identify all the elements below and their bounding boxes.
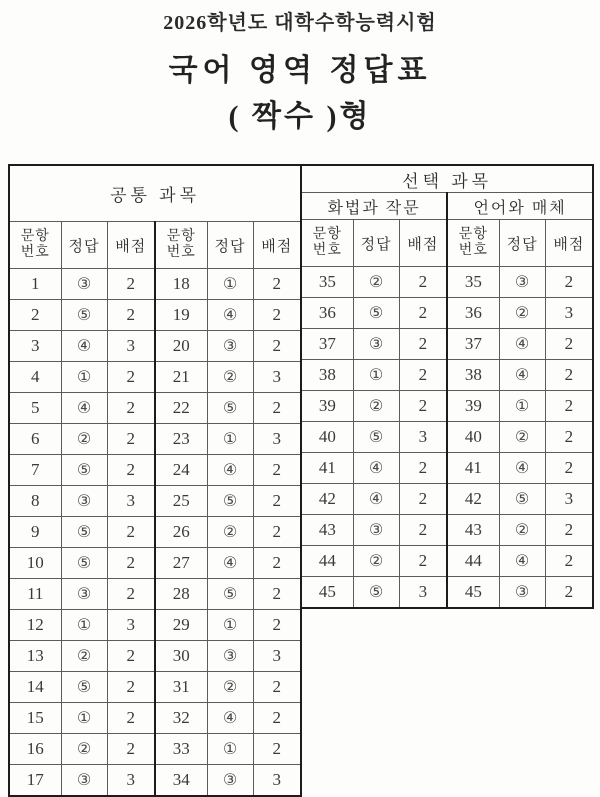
table-row (301, 329, 593, 360)
points-cell: 3 (107, 486, 155, 517)
question-number-cell: 30 (155, 641, 207, 672)
answer-header: 정답 (353, 220, 399, 267)
question-number-cell: 41 (447, 453, 499, 484)
table-row (9, 486, 301, 517)
question-number-cell: 1 (9, 269, 61, 300)
question-number-header (155, 222, 207, 269)
table-row (301, 546, 593, 577)
points-cell: 2 (545, 329, 593, 360)
question-number-cell: 8 (9, 486, 61, 517)
points-cell: 3 (253, 424, 301, 455)
question-number-cell: 36 (301, 298, 353, 329)
points-cell: 2 (545, 577, 593, 609)
table-row (9, 300, 301, 331)
points-cell: 3 (253, 362, 301, 393)
table-row (9, 424, 301, 455)
points-cell: 2 (253, 486, 301, 517)
question-number-header-line1: 문항 (166, 228, 196, 244)
question-number-cell: 27 (155, 548, 207, 579)
answer-cell: ③ (353, 515, 399, 546)
question-number-cell: 34 (155, 765, 207, 797)
answer-tables (8, 164, 600, 797)
question-number-header-line2: 번호 (458, 243, 488, 258)
points-cell: 3 (107, 765, 155, 797)
answer-cell: ⑤ (353, 298, 399, 329)
answer-cell: ① (207, 424, 253, 455)
common-section-header: 공통 과목 (9, 165, 301, 222)
exam-title: 2026학년도 대학수학능력시험 (163, 12, 437, 34)
elective-column-header-row (301, 220, 593, 267)
answer-cell: ④ (499, 360, 545, 391)
points-cell: 2 (399, 267, 447, 298)
question-number-cell: 16 (9, 734, 61, 765)
points-cell: 2 (253, 703, 301, 734)
answer-cell: ④ (207, 300, 253, 331)
speech-writing-header: 화법과 작문 (301, 193, 447, 220)
question-number-header (9, 222, 61, 269)
question-number-cell: 32 (155, 703, 207, 734)
points-cell: 2 (399, 515, 447, 546)
sheet-title: 국어 영역 정답표 (168, 54, 432, 87)
question-number-header-line1: 문항 (20, 228, 50, 244)
answer-cell: ② (353, 267, 399, 298)
points-cell: 2 (107, 703, 155, 734)
points-cell: 2 (253, 331, 301, 362)
points-cell: 3 (545, 484, 593, 515)
points-cell: 2 (107, 641, 155, 672)
table-row (9, 517, 301, 548)
language-media-header: 언어와 매체 (447, 193, 593, 220)
points-cell: 2 (399, 329, 447, 360)
answer-cell: ① (207, 734, 253, 765)
points-cell: 3 (545, 298, 593, 329)
answer-cell: ④ (353, 484, 399, 515)
answer-cell: ② (61, 424, 107, 455)
points-cell: 2 (107, 455, 155, 486)
points-cell: 2 (253, 517, 301, 548)
answer-cell: ⑤ (499, 484, 545, 515)
question-number-cell: 18 (155, 269, 207, 300)
points-cell: 2 (399, 546, 447, 577)
points-cell: 2 (545, 360, 593, 391)
answer-cell: ⑤ (61, 300, 107, 331)
question-number-cell: 7 (9, 455, 61, 486)
answer-cell: ② (61, 641, 107, 672)
answer-cell: ② (61, 734, 107, 765)
question-number-cell: 40 (447, 422, 499, 453)
question-number-cell: 41 (301, 453, 353, 484)
question-number-cell: 12 (9, 610, 61, 641)
points-cell: 2 (107, 548, 155, 579)
answer-cell: ② (499, 422, 545, 453)
points-cell: 2 (399, 484, 447, 515)
points-cell: 2 (107, 734, 155, 765)
answer-cell: ③ (61, 269, 107, 300)
question-number-cell: 9 (9, 517, 61, 548)
question-number-cell: 19 (155, 300, 207, 331)
question-number-cell: 38 (447, 360, 499, 391)
answer-cell: ④ (499, 329, 545, 360)
points-cell: 3 (399, 422, 447, 453)
points-cell: 2 (545, 267, 593, 298)
question-number-cell: 13 (9, 641, 61, 672)
question-number-cell: 17 (9, 765, 61, 797)
table-row (301, 515, 593, 546)
question-number-cell: 38 (301, 360, 353, 391)
points-cell: 2 (107, 269, 155, 300)
points-cell: 2 (107, 424, 155, 455)
table-row (9, 548, 301, 579)
answer-cell: ③ (353, 329, 399, 360)
elective-table-body (301, 267, 593, 609)
answer-header: 정답 (207, 222, 253, 269)
elective-subsection-row (301, 193, 593, 220)
answer-cell: ③ (61, 486, 107, 517)
question-number-cell: 43 (301, 515, 353, 546)
answer-header: 정답 (61, 222, 107, 269)
question-number-cell: 42 (301, 484, 353, 515)
answer-cell: ⑤ (61, 548, 107, 579)
answer-cell: ⑤ (61, 672, 107, 703)
common-section-row (9, 165, 301, 222)
answer-cell: ④ (499, 546, 545, 577)
answer-header: 정답 (499, 220, 545, 267)
question-number-cell: 39 (301, 391, 353, 422)
question-number-cell: 45 (447, 577, 499, 609)
answer-cell: ③ (207, 641, 253, 672)
question-number-cell: 23 (155, 424, 207, 455)
answer-cell: ⑤ (61, 517, 107, 548)
table-row (9, 331, 301, 362)
table-row (301, 360, 593, 391)
answer-cell: ① (207, 610, 253, 641)
answer-cell: ② (207, 672, 253, 703)
elective-section-row (301, 165, 593, 193)
question-number-cell: 33 (155, 734, 207, 765)
answer-cell: ⑤ (61, 455, 107, 486)
points-header: 배점 (545, 220, 593, 267)
question-number-cell: 37 (447, 329, 499, 360)
points-cell: 2 (253, 579, 301, 610)
table-row (9, 610, 301, 641)
question-number-cell: 21 (155, 362, 207, 393)
answer-cell: ① (61, 362, 107, 393)
question-number-header-line2: 번호 (166, 245, 196, 260)
points-cell: 2 (253, 734, 301, 765)
table-row (301, 453, 593, 484)
points-header: 배점 (399, 220, 447, 267)
points-cell: 2 (399, 453, 447, 484)
table-row (9, 703, 301, 734)
points-cell: 2 (253, 300, 301, 331)
common-subjects-table (8, 164, 302, 797)
question-number-cell: 28 (155, 579, 207, 610)
answer-cell: ② (207, 362, 253, 393)
points-cell: 2 (107, 362, 155, 393)
table-row (9, 579, 301, 610)
question-number-cell: 4 (9, 362, 61, 393)
answer-cell: ③ (207, 331, 253, 362)
answer-cell: ④ (61, 393, 107, 424)
question-number-header-line1: 문항 (458, 226, 488, 242)
table-row (9, 765, 301, 797)
points-cell: 3 (107, 610, 155, 641)
table-row (301, 267, 593, 298)
points-cell: 2 (545, 453, 593, 484)
answer-cell: ① (61, 703, 107, 734)
points-cell: 2 (545, 515, 593, 546)
question-number-cell: 45 (301, 577, 353, 609)
answer-cell: ③ (61, 579, 107, 610)
answer-cell: ⑤ (207, 579, 253, 610)
points-cell: 2 (399, 298, 447, 329)
table-row (9, 672, 301, 703)
question-number-header-line1: 문항 (312, 226, 342, 242)
question-number-cell: 2 (9, 300, 61, 331)
question-number-cell: 14 (9, 672, 61, 703)
points-cell: 2 (107, 300, 155, 331)
answer-cell: ④ (207, 455, 253, 486)
points-cell: 2 (399, 360, 447, 391)
question-number-cell: 35 (447, 267, 499, 298)
elective-subjects-table (300, 164, 594, 609)
points-cell: 3 (253, 765, 301, 797)
points-header: 배점 (253, 222, 301, 269)
answer-cell: ② (353, 546, 399, 577)
answer-cell: ⑤ (353, 422, 399, 453)
question-number-cell: 44 (301, 546, 353, 577)
answer-cell: ④ (61, 331, 107, 362)
points-cell: 2 (107, 579, 155, 610)
answer-cell: ② (499, 298, 545, 329)
question-number-cell: 39 (447, 391, 499, 422)
question-number-cell: 11 (9, 579, 61, 610)
table-row (301, 298, 593, 329)
question-number-cell: 22 (155, 393, 207, 424)
answer-cell: ③ (499, 267, 545, 298)
table-row (9, 455, 301, 486)
question-number-cell: 31 (155, 672, 207, 703)
points-cell: 2 (253, 393, 301, 424)
answer-cell: ① (353, 360, 399, 391)
table-row (301, 484, 593, 515)
answer-cell: ① (207, 269, 253, 300)
points-header: 배점 (107, 222, 155, 269)
answer-cell: ④ (207, 548, 253, 579)
points-cell: 2 (253, 269, 301, 300)
question-number-cell: 3 (9, 331, 61, 362)
common-column-header-row (9, 222, 301, 269)
question-number-cell: 42 (447, 484, 499, 515)
answer-cell: ① (61, 610, 107, 641)
table-row (9, 641, 301, 672)
question-number-cell: 10 (9, 548, 61, 579)
question-number-cell: 40 (301, 422, 353, 453)
points-cell: 2 (253, 672, 301, 703)
answer-cell: ② (207, 517, 253, 548)
answer-cell: ④ (207, 703, 253, 734)
points-cell: 2 (253, 455, 301, 486)
table-row (9, 393, 301, 424)
question-number-cell: 26 (155, 517, 207, 548)
answer-cell: ③ (61, 765, 107, 797)
question-number-cell: 37 (301, 329, 353, 360)
question-number-cell: 43 (447, 515, 499, 546)
points-cell: 2 (253, 610, 301, 641)
question-number-cell: 5 (9, 393, 61, 424)
answer-cell: ⑤ (207, 393, 253, 424)
form-type: ( 짝수 )형 (228, 100, 372, 133)
question-number-cell: 29 (155, 610, 207, 641)
question-number-cell: 25 (155, 486, 207, 517)
points-cell: 2 (107, 672, 155, 703)
table-row (9, 362, 301, 393)
points-cell: 3 (253, 641, 301, 672)
table-row (9, 269, 301, 300)
question-number-cell: 24 (155, 455, 207, 486)
points-cell: 3 (399, 577, 447, 609)
answer-cell: ③ (499, 577, 545, 609)
table-row (301, 422, 593, 453)
answer-cell: ③ (207, 765, 253, 797)
answer-cell: ② (499, 515, 545, 546)
question-number-header-line2: 번호 (20, 245, 50, 260)
points-cell: 2 (545, 546, 593, 577)
question-number-cell: 6 (9, 424, 61, 455)
answer-cell: ⑤ (207, 486, 253, 517)
points-cell: 2 (545, 391, 593, 422)
answer-cell: ② (353, 391, 399, 422)
title-block (0, 0, 600, 135)
question-number-cell: 15 (9, 703, 61, 734)
points-cell: 2 (107, 517, 155, 548)
question-number-cell: 44 (447, 546, 499, 577)
answer-cell: ⑤ (353, 577, 399, 609)
question-number-cell: 36 (447, 298, 499, 329)
points-cell: 2 (253, 548, 301, 579)
question-number-cell: 35 (301, 267, 353, 298)
points-cell: 2 (399, 391, 447, 422)
table-row (9, 734, 301, 765)
answer-cell: ① (499, 391, 545, 422)
common-table-body (9, 269, 301, 797)
table-row (301, 391, 593, 422)
question-number-header-line2: 번호 (312, 243, 342, 258)
question-number-cell: 20 (155, 331, 207, 362)
points-cell: 2 (107, 393, 155, 424)
table-row (301, 577, 593, 609)
question-number-header (447, 220, 499, 267)
points-cell: 3 (107, 331, 155, 362)
answer-cell: ④ (353, 453, 399, 484)
answer-cell: ④ (499, 453, 545, 484)
elective-section-header: 선택 과목 (301, 165, 593, 193)
question-number-header (301, 220, 353, 267)
points-cell: 2 (545, 422, 593, 453)
